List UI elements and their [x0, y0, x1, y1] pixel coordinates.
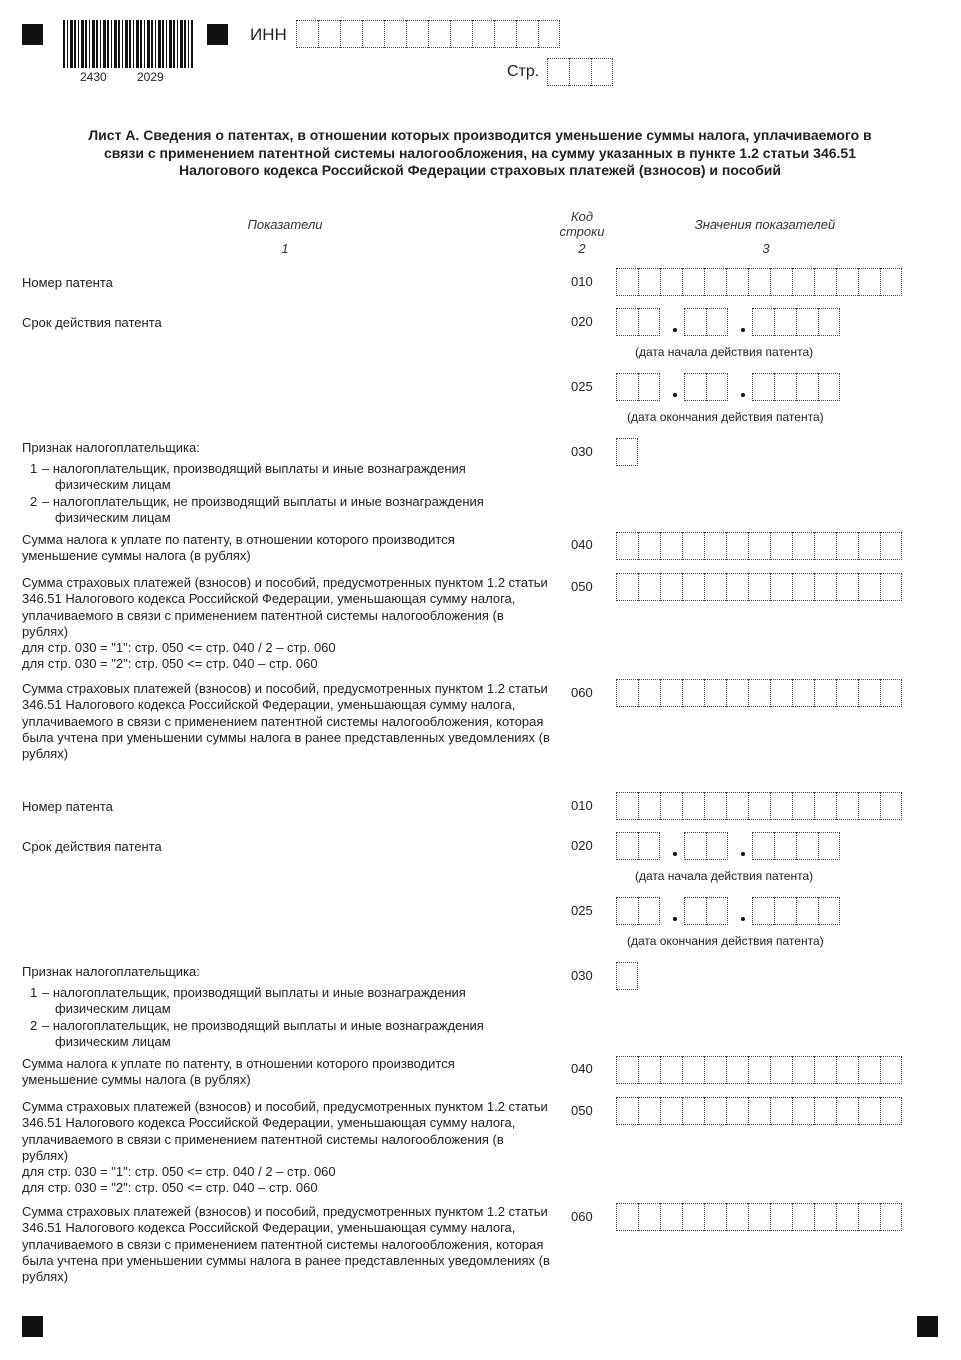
option-2-text-cont: физическим лицам	[55, 510, 171, 525]
row-code-030: 030	[571, 444, 593, 459]
row-code-010: 010	[571, 798, 593, 813]
option-2-number: 2	[30, 494, 38, 509]
corner-marker-bottom-right	[917, 1316, 938, 1337]
option-2-number: 2	[30, 1018, 38, 1033]
page-label: Стр.	[507, 63, 540, 80]
previous-field[interactable]	[616, 679, 902, 707]
option-1-number: 1	[30, 461, 38, 476]
patent-number-field[interactable]	[616, 268, 902, 296]
date-separator	[741, 852, 745, 856]
start-month-field[interactable]	[684, 832, 728, 860]
start-day-field[interactable]	[616, 308, 660, 336]
start-date-note: (дата начала действия патента)	[635, 345, 814, 359]
start-year-field[interactable]	[752, 308, 840, 336]
page-number-field[interactable]	[547, 58, 613, 86]
barcode-number-right: 2029	[137, 70, 164, 84]
date-separator	[673, 393, 677, 397]
row-code-010: 010	[571, 274, 593, 289]
row-code-025: 025	[571, 903, 593, 918]
date-separator	[673, 917, 677, 921]
column-header-code-num: 2	[578, 241, 586, 256]
end-date-note: (дата окончания действия патента)	[627, 410, 824, 424]
tax-sum-label: Сумма налога к уплате по патенту, в отношении которого производится уменьшение суммы налога (в рублях)	[22, 532, 455, 564]
end-year-field[interactable]	[752, 897, 840, 925]
inn-field[interactable]	[296, 20, 560, 48]
row-code-060: 060	[571, 1209, 593, 1224]
row-code-020: 020	[571, 314, 593, 329]
column-header-indicators-num: 1	[281, 241, 289, 256]
end-day-field[interactable]	[616, 373, 660, 401]
option-1-text: – налогоплательщик, производящий выплаты и иные вознаграждения	[42, 985, 466, 1000]
row-code-040: 040	[571, 1061, 593, 1076]
corner-marker-top-left	[22, 24, 43, 45]
start-year-field[interactable]	[752, 832, 840, 860]
row-code-030: 030	[571, 968, 593, 983]
date-separator	[673, 328, 677, 332]
taxpayer-sign-field[interactable]	[616, 438, 638, 466]
corner-marker-top-mid	[207, 24, 228, 45]
tax-sum-field[interactable]	[616, 1056, 902, 1084]
row-code-050: 050	[571, 1103, 593, 1118]
insurance-field[interactable]	[616, 1097, 902, 1125]
option-2-text: – налогоплательщик, не производящий выплаты и иные вознаграждения	[42, 1018, 484, 1033]
validity-label: Срок действия патента	[22, 839, 162, 854]
formula-2: для стр. 030 = "2": стр. 050 <= стр. 040 – стр. 060	[22, 1180, 318, 1195]
date-separator	[741, 328, 745, 332]
patent-number-label: Номер патента	[22, 275, 113, 290]
sheet-title: Лист А. Сведения о патентах, в отношении которых производится уменьшение суммы налога, уплачиваемого в связи с применением патентной системы налогообложения, на сумму указанных в пункте 1.2 статьи 346.51 Налогового кодекса Российской Федерации страховых платежей (взносов) и пособий	[88, 127, 872, 178]
taxpayer-sign-label: Признак налогоплательщика:	[22, 964, 200, 979]
formula-2: для стр. 030 = "2": стр. 050 <= стр. 040 – стр. 060	[22, 656, 318, 671]
end-month-field[interactable]	[684, 373, 728, 401]
previous-field[interactable]	[616, 1203, 902, 1231]
date-separator	[741, 393, 745, 397]
option-2-text-cont: физическим лицам	[55, 1034, 171, 1049]
patent-number-field[interactable]	[616, 792, 902, 820]
date-separator	[741, 917, 745, 921]
end-year-field[interactable]	[752, 373, 840, 401]
column-header-values: Значения показателей	[694, 217, 836, 232]
option-2-text: – налогоплательщик, не производящий выплаты и иные вознаграждения	[42, 494, 484, 509]
date-separator	[673, 852, 677, 856]
previous-label: Сумма страховых платежей (взносов) и пособий, предусмотренных пунктом 1.2 статьи 346.51 Налогового кодекса Российской Федерации, уменьшающая сумму налога, уплачиваемого в связи с применением патентной системы налогообложения, которая была учтена при уменьшении суммы налога в ранее представленных уведомлениях (в рублях)	[22, 1204, 550, 1285]
end-month-field[interactable]	[684, 897, 728, 925]
end-date-note: (дата окончания действия патента)	[627, 934, 824, 948]
option-1-number: 1	[30, 985, 38, 1000]
insurance-field[interactable]	[616, 573, 902, 601]
option-1-text-cont: физическим лицам	[55, 1001, 171, 1016]
start-month-field[interactable]	[684, 308, 728, 336]
corner-marker-bottom-left	[22, 1316, 43, 1337]
inn-label: ИНН	[250, 25, 287, 44]
taxpayer-sign-label: Признак налогоплательщика:	[22, 440, 200, 455]
formula-1: для стр. 030 = "1": стр. 050 <= стр. 040 / 2 – стр. 060	[22, 640, 336, 655]
row-code-040: 040	[571, 537, 593, 552]
row-code-050: 050	[571, 579, 593, 594]
end-day-field[interactable]	[616, 897, 660, 925]
formula-1: для стр. 030 = "1": стр. 050 <= стр. 040 / 2 – стр. 060	[22, 1164, 336, 1179]
tax-sum-label: Сумма налога к уплате по патенту, в отношении которого производится уменьшение суммы налога (в рублях)	[22, 1056, 455, 1088]
validity-label: Срок действия патента	[22, 315, 162, 330]
tax-sum-field[interactable]	[616, 532, 902, 560]
column-header-values-num: 3	[762, 241, 770, 256]
start-date-note: (дата начала действия патента)	[635, 869, 814, 883]
option-1-text-cont: физическим лицам	[55, 477, 171, 492]
option-1-text: – налогоплательщик, производящий выплаты и иные вознаграждения	[42, 461, 466, 476]
barcode-number-left: 2430	[80, 70, 107, 84]
column-header-code: Код строки	[559, 209, 605, 239]
insurance-label: Сумма страховых платежей (взносов) и пособий, предусмотренных пунктом 1.2 статьи 346.51 Налогового кодекса Российской Федерации, уменьшающая сумму налога, уплачиваемого в связи с применением патентной системы налогообложения (в рублях)	[22, 1099, 548, 1163]
start-day-field[interactable]	[616, 832, 660, 860]
patent-number-label: Номер патента	[22, 799, 113, 814]
taxpayer-sign-field[interactable]	[616, 962, 638, 990]
column-header-indicators: Показатели	[247, 217, 323, 232]
barcode	[63, 20, 193, 68]
row-code-025: 025	[571, 379, 593, 394]
row-code-060: 060	[571, 685, 593, 700]
row-code-020: 020	[571, 838, 593, 853]
previous-label: Сумма страховых платежей (взносов) и пособий, предусмотренных пунктом 1.2 статьи 346.51 Налогового кодекса Российской Федерации, уменьшающая сумму налога, уплачиваемого в связи с применением патентной системы налогообложения, которая была учтена при уменьшении суммы налога в ранее представленных уведомлениях (в рублях)	[22, 681, 550, 762]
insurance-label: Сумма страховых платежей (взносов) и пособий, предусмотренных пунктом 1.2 статьи 346.51 Налогового кодекса Российской Федерации, уменьшающая сумму налога, уплачиваемого в связи с применением патентной системы налогообложения (в рублях)	[22, 575, 548, 639]
